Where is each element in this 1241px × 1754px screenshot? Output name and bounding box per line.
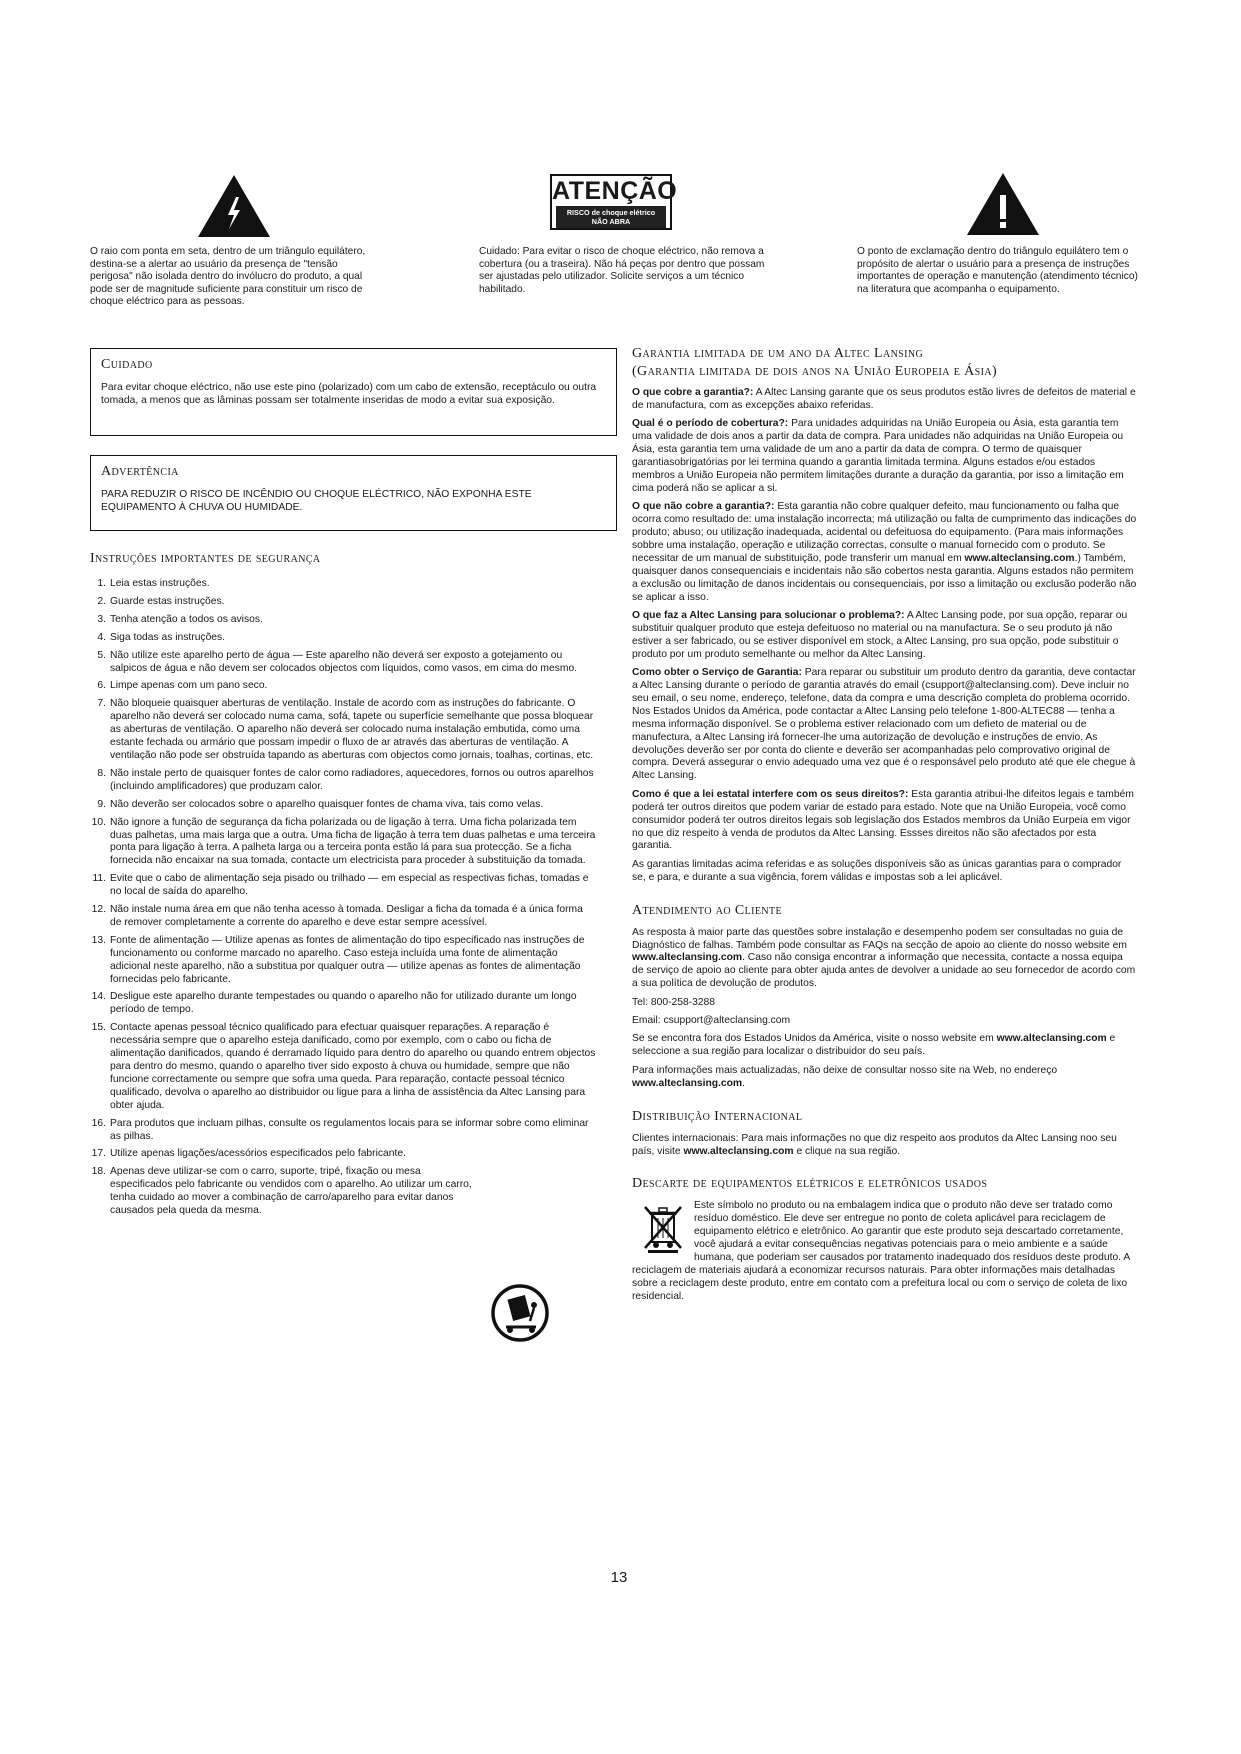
- list-item: 18. Apenas deve utilizar-se com o carro, suporte, tripé, fixação ou mesa especificados pelo fabricante ou vendidos com o aparelho. Ao utilizar um carro, tenha cuidado ao mover a combinação de carro/aparelho para evitar danos causados pela queda da mesma.: [91, 1166, 472, 1217]
- page-number: 13: [610, 1569, 628, 1586]
- garantia-title-1: Garantia limitada de um ano da Altec Lansing: [632, 346, 924, 361]
- distribuicao-text: Clientes internacionais: Para mais informações no que diz respeito aos produtos da Altec Lansing noo seu país, visite www.alteclansing.com e clique na sua região.: [632, 1132, 1117, 1157]
- list-item: 5. Não utilize este aparelho perto de água — Este aparelho não deverá ser exposto a gotejamento ou salpicos de água e não devem ser colocados objectos com líquidos, como vasos, em cima do mesmo.: [97, 649, 578, 674]
- garantia-closing: As garantias limitadas acima referidas e as soluções disponíveis são as únicas garantias para o comprador se, e para, e durante a sua vigência, forem válidas e impostas sob a lei aplicável.: [632, 858, 1122, 883]
- lightning-caption: O raio com ponta em seta, dentro de um triângulo equilátero, destina-se a alertar ao usuário da presença de "tensão perigosa" não isolada dentro do invólucro do produto, a qual pode ser de magnitude suficiente para constituir um risco de choque eléctrico para as pessoas.: [90, 246, 366, 308]
- descarte-title: Descarte de equipamentos elétricos e eletrônicos usados: [632, 1176, 988, 1192]
- alteclansing-link[interactable]: www.alteclansing.com: [683, 1145, 794, 1157]
- garantia-section: [632, 345, 1137, 1304]
- atendimento-email[interactable]: Email: csupport@alteclansing.com: [632, 1015, 791, 1027]
- atencao-title: ATENÇÃO: [552, 177, 678, 205]
- advertencia-text: PARA REDUZIR O RISCO DE INCÊNDIO OU CHOQUE ELÉCTRICO, NÃO EXPONHA ESTE EQUIPAMENTO À CHUVA OU HUMIDADE.: [101, 488, 532, 513]
- garantia-q1: O que cobre a garantia?: A Altec Lansing garante que os seus produtos estão livres de defeitos de material e de manufactura, com as excepções abaixo referidas.: [632, 387, 1136, 411]
- list-item: 9. Não deverão ser colocados sobre o aparelho quaisquer fontes de chama viva, tais como velas.: [97, 798, 544, 810]
- atendimento-title: Atendimento ao Cliente: [632, 902, 783, 918]
- list-item: 11. Evite que o cabo de alimentação seja pisado ou trilhado — em especial as respectivas fichas, tomadas e no local de saída do aparelho.: [92, 873, 589, 898]
- atendimento-p3: Para informações mais actualizadas, não deixe de consultar nosso site na Web, no endereço www.alteclansing.com.: [632, 1064, 1058, 1089]
- list-item: 2. Guarde estas instruções.: [97, 595, 225, 607]
- garantia-q3: O que não cobre a garantia?: Esta garantia não cobre qualquer defeito, mau funcionamento ou falha que ocorra como resultado de: uma instalação incorrecta; má utilização ou falta de cumprimento das indicações do produto; abuso; ou utilização inadequada, acidental ou defeituosa do equipamento. (Para mais informações sobbre uma instalação, operação e utilização correctas, consulte o manual fornecido com o produto. Se necessitar de um manual de substituição, pode transferir um manual em www.alteclansing.com.) Também, quaisquer danos consequenciais e incidentais não são cobertos nesta garantia. Alguns estados não permitem a exclusão ou limitação de danos incidentais ou consequenciais, por isso a limitação ou exclusão poderão não se aplicar a isso.: [632, 501, 1137, 603]
- list-item: 16. Para produtos que incluam pilhas, consulte os regulamentos locais para se informar sobre como eliminar as pilhas.: [91, 1117, 589, 1142]
- alteclansing-link[interactable]: www.alteclansing.com: [632, 1077, 743, 1089]
- list-item: 3. Tenha atenção a todos os avisos.: [97, 613, 263, 625]
- atendimento-p1: As resposta à maior parte das questões sobre instalação e desempenho podem ser consultadas no guia de Diagnóstico de falhas. Também pode consultar as FAQs na secção de apoio ao cliente do nosso website em www.alteclansing.com. Caso não consiga encontrar a informação que necessita, contacte a nossa equipa de serviço de apoio ao cliente para obter ajuda antes de devolver a unidade ao seu fornecedor de acordo com a sua política de devolução de produtos.: [632, 926, 1136, 990]
- list-item: 14. Desligue este aparelho durante tempestades ou quando o aparelho não for utilizado durante um longo período de tempo.: [91, 991, 577, 1016]
- garantia-q5: Como obter o Serviço de Garantia: Para reparar ou substituir um produto dentro da garantia, deve contactar a Altec Lansing durante o período de garantia através do email (csupport@alteclansing.com). Deve incluir no seu email, o seu nome, endereço, telefone, data da compra e uma descrição completa do problema ocorrido. Nos Estados Unidos da América, pode contactar a Altec Lansing pelo telefone 1-800-ALTEC88 — tenha a mesma informação disponível. Se o problema estiver relacionado com um defieto de material ou de manufectura, a Altec Lansing irá fornecer-lhe uma autorização de devolução e instruções de envio. As devoluções deverão ser por conta do cliente e deverão ser acompanhadas pelo comprovativo original de compra. Deverá assegurar o envio adequado uma vez que é o responsável pelo produto até que ele chegue à Altec Lansing.: [632, 667, 1136, 782]
- garantia-q6: Como é que a lei estatal interfere com os seus direitos?: Esta garantia atribui-lhe difeitos legais e também poderá ter outros direitos que podem variar de estado para estado. Note que na União Europeia, você como consumidor poderá ter outros direitos legais sob legislação dos Estados membros da União Eurpeia em vigor no que diz respeito à venda de produtos da Altec Lansing. Essses direitos não são afectados por esta garantia.: [632, 788, 1134, 852]
- garantia-q4: O que faz a Altec Lansing para solucionar o problema?: A Altec Lansing pode, por sua opção, reparar ou substituir qualquer produto que esteja defeituoso no material ou na manufactura. Se o seu produto já não estiver a ser fabricado, ou se estiver disponível em stock, a Altec Lansing, pro sua opção, pode substituir o produto por um produto semelhante ou melhor da Altec Lansing.: [632, 610, 1128, 660]
- cuidado-title: Cuidado: [101, 357, 153, 372]
- list-item: 4. Siga todas as instruções.: [97, 631, 226, 643]
- list-item: 13. Fonte de alimentação — Utilize apenas as fontes de alimentação do tipo especificado nas instruções de funcionamento ou conforme marcado no aparelho. Caso esteja incluída uma fonte de alimentação adicional neste aparelho, não a substitua por qualquer outra — utilize apenas as fontes de alimentação fornecidas pelo fabricante.: [91, 934, 585, 985]
- lightning-warning-icon: [198, 175, 270, 237]
- list-item: 15. Contacte apenas pessoal técnico qualificado para efectuar quaisquer reparações. A reparação é necessária sempre que o aparelho esteja danificado, como por exemplo, com o cabo ou ficha de alimentação danificados, quando é derramado líquido para dentro do aparelho ou quando entrem objectos para dentro do mesmo, quando o aparelho tiver sido exposto à chuva ou humidade, sempre que não funcione correctamente ou sempre que sofra uma queda. Para reparação, contacte pessoal técnico qualificado, devolva o aparelho ao distribuidor ou ligue para a linha de assistência da Altec Lansing para obter ajuda.: [91, 1022, 596, 1111]
- atendimento-p2: Se se encontra fora dos Estados Unidos da América, visite o nosso website em www.alteclansing.com e seleccione a sua região para localizar o distribuidor do seu país.: [632, 1033, 1116, 1058]
- list-item: 10. Não ignore a função de segurança da ficha polarizada ou de ligação à terra. Uma ficha polarizada tem duas palhetas, uma mais larga que a outra. Uma ficha de ligação à terra tem duas palhetas e uma terceira ponta para ligação à terra. A palheta larga ou a terceira ponta estão lá para sua protecção. Se a ficha fornecida não encaixar na sua tomada, contacte um electricista para proceder à substituição da tomada.: [91, 816, 596, 867]
- advertencia-box: [90, 455, 617, 531]
- crossed-bin-icon: [642, 1204, 684, 1254]
- alteclansing-link[interactable]: www.alteclansing.com: [632, 952, 743, 964]
- alteclansing-link[interactable]: www.alteclansing.com: [964, 552, 1075, 564]
- advertencia-title: Advertência: [101, 464, 179, 479]
- cuidado-text: Para evitar choque eléctrico, não use este pino (polarizado) com um cabo de extensão, receptáculo ou outra tomada, a menos que as lâminas possam ser totalmente inseridas de modo a evitar sua exposição.: [101, 381, 597, 406]
- garantia-title-2: (Garantia limitada de dois anos na União Europeia e Ásia): [632, 364, 998, 379]
- atencao-label: [550, 174, 678, 230]
- cuidado-box: [90, 348, 617, 436]
- atendimento-tel: Tel: 800-258-3288: [632, 996, 716, 1008]
- cart-tipover-icon: [490, 1283, 550, 1343]
- descarte-text: Este símbolo no produto ou na embalagem indica que o produto não deve ser tratado como resíduo doméstico. Ele deve ser entregue no ponto de coleta aplicável para reciclagem de equipamento elétrico e eletrônico. Ao garantir que este produto seja descartado corretamente, você ajudará a evitar consequências negativas potenciais para o meio ambiente e a saúde humana, que poderiam ser causados por tratamento inadequado dos resíduos deste produto. A reciclagem de materiais ajudará a economizar recursos naturais. Para obter informações mais detalhadas sobre a reciclagem deste produto, entre em contato com a prefeitura local ou com o serviço de coleta de lixo residencial.: [632, 1200, 1130, 1302]
- list-item: 17. Utilize apenas ligações/acessórios especificados pelo fabricante.: [91, 1148, 406, 1160]
- exclamation-warning-icon: [967, 173, 1039, 235]
- instrucoes-list: [90, 578, 596, 1223]
- atencao-band: [556, 206, 666, 228]
- distribuicao-title: Distribuição Internacional: [632, 1108, 803, 1124]
- list-item: 6. Limpe apenas com um pano seco.: [97, 680, 268, 692]
- atencao-line2: NÃO ABRA: [591, 217, 631, 226]
- descarte-body: [632, 1200, 1137, 1303]
- instrucoes-title: Instruções importantes de segurança: [90, 551, 321, 566]
- cuidado-caption: Cuidado: Para evitar o risco de choque eléctrico, não remova a cobertura (ou a traseira). Não há peças por dentro que possam ser ajustadas pelo utilizador. Solicite serviços a um técnico habilitado.: [479, 246, 765, 295]
- alteclansing-link[interactable]: www.alteclansing.com: [996, 1033, 1107, 1045]
- list-item: 7. Não bloqueie quaisquer aberturas de ventilação. Instale de acordo com as instruções do fabricante. O aparelho não deverá ser colocado numa cama, sofá, tapete ou superfície semelhante que possa bloquear as aberturas de ventilação. O aparelho não deverá ser colocado numa instalação embutida, como uma estante fechada ou armário que possam impedir o fluxo de ar através das aberturas de ventilação. A ventilação não pode ser obstruída tapando as aberturas com objectos como jornais, toalhas, cortinas, etc.: [97, 698, 594, 761]
- exclamation-caption: O ponto de exclamação dentro do triângulo equilátero tem o propósito de alertar o usuário para a presença de instruções importantes de operação e manutenção (atendimento técnico) na literatura que acompanha o equipamento.: [857, 246, 1138, 295]
- garantia-q2: Qual é o período de cobertura?: Para unidades adquiridas na União Europeia ou Ásia, esta garantia tem uma validade de dois anos a partir da data de compra. Para unidades não adquiridas na União Europeia ou Ásia, esta garantia tem uma validade de um ano a partir da data de compra. O termo de quaisquer garantiasobrigatórias por lei termina quando a garantia limitada termina. Alguns estados e/ou estados membros a União Europeia não permitem limitações durante a duração da garantia, por isso a limitação em cima poderá não se aplicar a si.: [632, 418, 1124, 494]
- list-item: 8. Não instale perto de quaisquer fontes de calor como radiadores, aquecedores, fornos ou outros aparelhos (incluindo amplificadores) que produzam calor.: [97, 767, 594, 792]
- list-item: 12. Não instale numa área em que não tenha acesso à tomada. Desligar a ficha da tomada é a única forma de remover completamente a corrente do aparelho e deve estar sempre acessível.: [91, 904, 583, 928]
- list-item: 1. Leia estas instruções.: [97, 578, 210, 589]
- atencao-line1: RISCO de choque elétrico: [566, 208, 656, 217]
